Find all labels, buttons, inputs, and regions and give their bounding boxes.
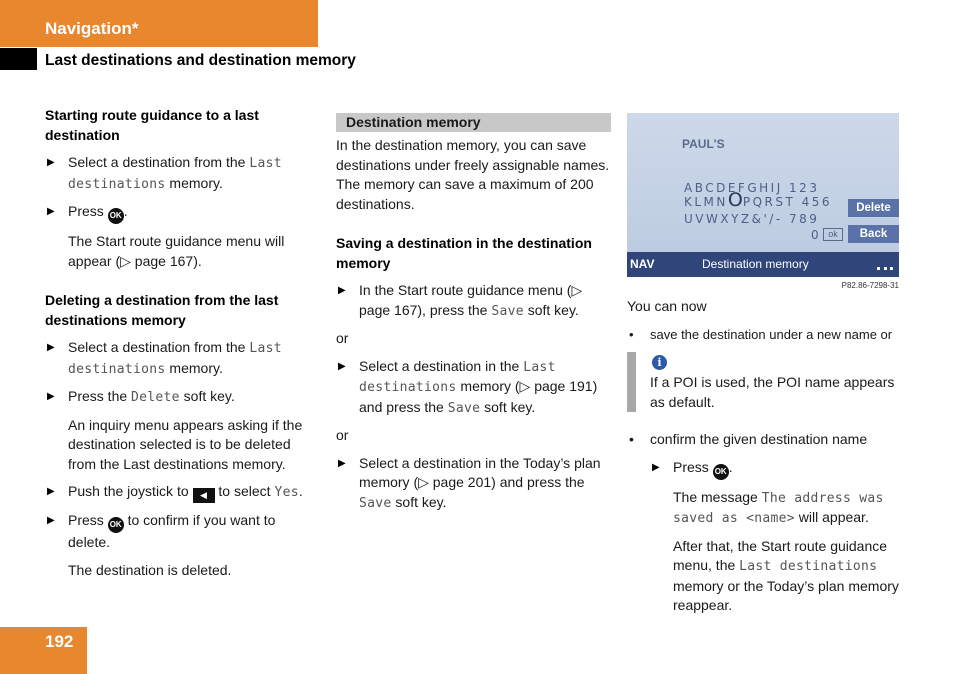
section-bar-destination-memory: Destination memory <box>336 113 611 132</box>
screen-title: Destination memory <box>702 257 809 271</box>
screen-nav-label: NAV <box>630 257 655 271</box>
heading-start-route: Starting route guidance to a last destination <box>45 107 259 143</box>
info-note <box>627 352 907 412</box>
note-reappear: After that, the Start route guidance menu, the Last destinations memory or the Today’s plan memory reappear. <box>673 537 899 613</box>
arrow-icon: ▶ <box>338 457 346 469</box>
arrow-icon: ▶ <box>652 461 660 473</box>
or-text: or <box>336 330 349 346</box>
ok-button-icon: OK <box>713 464 729 480</box>
step-press-ok-confirm: ▶ Press OK . <box>650 458 907 480</box>
nav-screen-image <box>627 113 899 277</box>
step-joystick: ▶ Push the joystick to ◀ to select Yes. <box>45 482 320 503</box>
heading-delete: Deleting a destination from the last destinations memory <box>45 292 279 328</box>
arrow-icon: ▶ <box>338 360 346 372</box>
arrow-icon: ▶ <box>47 342 55 353</box>
header-marker <box>0 48 37 70</box>
joystick-left-icon: ◀ <box>193 488 215 503</box>
info-icon: i <box>652 355 667 370</box>
note-inquiry: An inquiry menu appears asking if the destination selected is to be deleted from the Last destinations memory. <box>68 416 303 472</box>
bullet-icon: • <box>629 431 634 447</box>
step-save-from-route: ▶ In the Start route guidance menu (▷ page 167), press the Save soft key. <box>338 282 583 319</box>
arrow-icon: ▶ <box>47 391 55 402</box>
or-text: or <box>336 427 349 443</box>
column-3 <box>627 113 907 624</box>
image-caption: P82.86-7298-31 <box>841 281 899 290</box>
step-save-from-last: ▶ Select a destination in the Last destinations memory (▷ page 191) and press the Save soft key. <box>338 357 598 416</box>
screen-char-row-2: KLMNOPQRST 456 <box>684 189 833 211</box>
screen-char-row-3: UVWXYZ&'/- 789 <box>684 212 820 226</box>
note-menu-appears: The Start route guidance menu will appear (▷ page 167). <box>68 233 285 269</box>
screen-name-entry: PAUL'S <box>682 137 725 151</box>
paragraph-memory: In the destination memory, you can save destinations under freely assignable names. The memory can save a maximum of 200 destinations. <box>336 137 610 212</box>
ok-button-icon: OK <box>108 517 124 533</box>
heading-saving: Saving a destination in the destination memory <box>336 235 592 271</box>
column-1 <box>45 106 320 588</box>
step-save-from-plan: ▶ Select a destination in the Today’s plan memory (▷ page 201) and press the Save soft key. <box>338 454 601 511</box>
arrow-icon: ▶ <box>47 486 55 497</box>
screen-ok-key: ok <box>823 228 843 241</box>
step-select-last: ▶ Select a destination from the Last destinations memory. <box>47 154 282 192</box>
bullet-save-new-name: • save the destination under a new name or <box>627 325 907 345</box>
screen-back-button: Back <box>848 225 899 243</box>
step-confirm: ▶ Press OK to confirm if you want to delete. <box>47 512 276 550</box>
screen-char-row-1: ABCDEFGHIJ 123 <box>684 181 820 195</box>
you-can-now: You can now <box>627 298 707 314</box>
info-bar <box>627 352 636 412</box>
arrow-icon: ▶ <box>338 285 346 296</box>
screen-zero: 0 <box>811 228 822 242</box>
arrow-icon: ▶ <box>47 157 55 168</box>
step-press-delete: ▶ Press the Delete soft key. <box>47 388 235 405</box>
arrow-icon: ▶ <box>47 515 55 526</box>
screen-delete-button: Delete <box>848 199 899 217</box>
header-tab <box>0 0 318 47</box>
ok-button-icon: OK <box>108 208 124 224</box>
step-press-ok: ▶ Press OK . <box>45 202 320 224</box>
page-subtitle: Last destinations and destination memory <box>45 52 356 69</box>
column-2 <box>336 113 611 521</box>
note-deleted: The destination is deleted. <box>68 561 232 578</box>
arrow-icon: ▶ <box>47 206 55 217</box>
page-number-tab <box>0 627 87 674</box>
page-number: 192 <box>45 632 74 651</box>
bullet-icon: • <box>629 326 634 342</box>
bullet-confirm-name: • confirm the given destination name <box>627 430 907 450</box>
section-title: Navigation* <box>45 19 139 38</box>
signal-icon <box>877 260 893 270</box>
step-select-last-2: ▶ Select a destination from the Last destinations memory. <box>47 339 282 377</box>
info-text: If a POI is used, the POI name appears as default. <box>650 374 895 410</box>
screen-status-bar <box>627 252 899 277</box>
note-message: The message The address was saved as <name> will appear. <box>673 488 884 526</box>
